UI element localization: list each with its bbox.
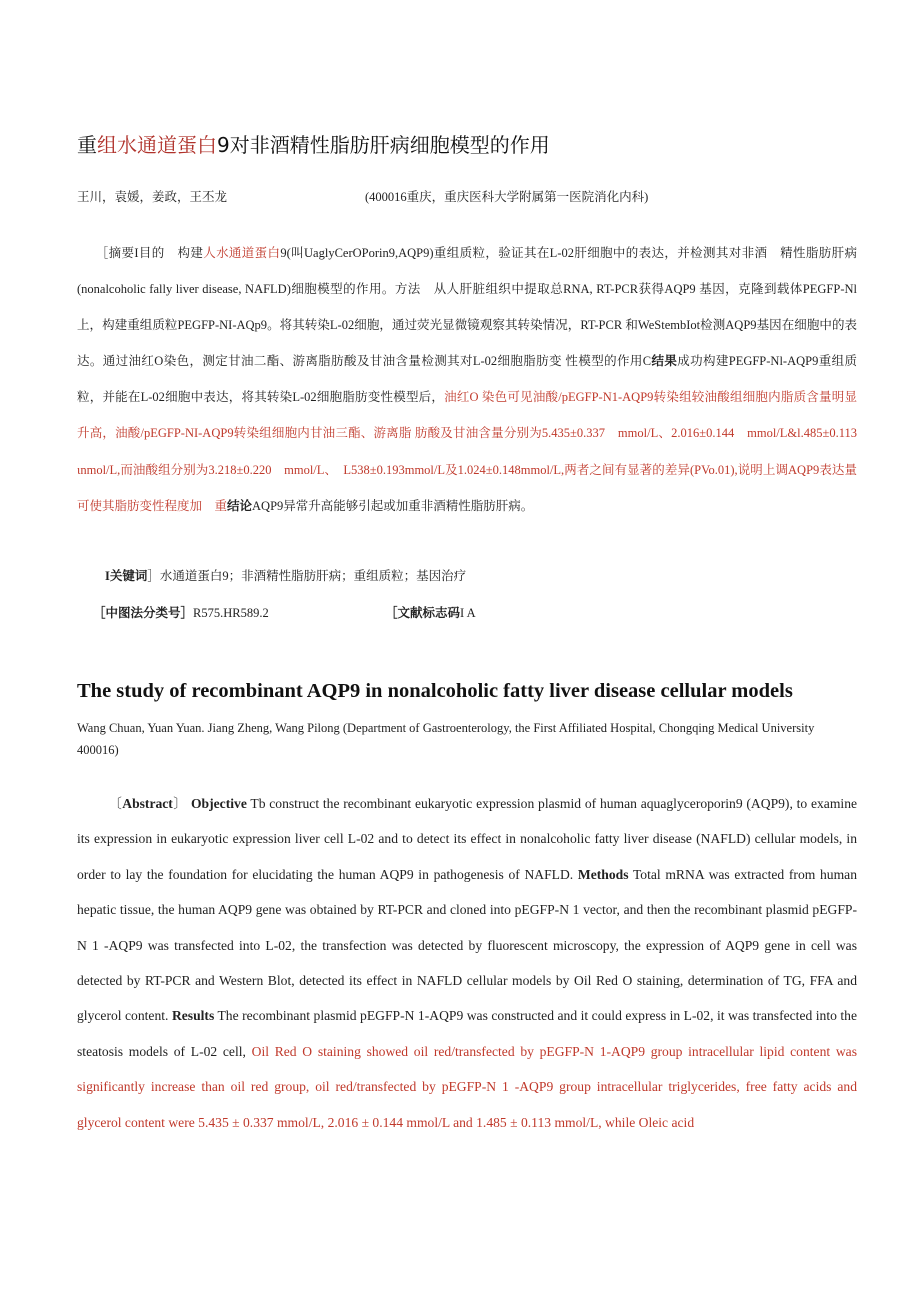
abstract-cn-conclusion-label: 结论 [227, 498, 253, 513]
abstract-cn-segment-2-red: 人水通道蛋白 [203, 246, 281, 260]
english-abstract [77, 786, 857, 1140]
chinese-authors: 王川，袁媛，姜政，王丕龙 [77, 190, 228, 204]
abstract-en-results: The recombinant plasmid pEGFP-N 1-AQP9 was constructed and it could express in L-02, it was transfected into the steatosis models of L-02 cell, [77, 1008, 858, 1059]
abstract-en-methods: Total mRNA was extracted from human hepatic tissue, the human AQP9 gene was obtained by RT-PCR and cloned into pEGFP-N 1 vector, and then the recombinant plasmid pEGFP-N 1 -AQP9 was transfected into L-02, the transfection was detected by fluorescent microscopy, the expression of AQP9 gene in cell was detected by RT-PCR and Western Blot, detected its effect in NAFLD cellular models by Oil Red O staining, determination of TG, FFA and glycerol content. [77, 866, 857, 1024]
abstract-en-objective-label: Objective [190, 796, 247, 811]
abstract-cn-segment-3: 9(叫UaglyCerOPorin9,AQP9)重组质粒，验证其在L-02肝细胞中的表达，并检测其对非酒 精性脂肪肝病(nonalcoholic fally liver disease, NAFLD)细胞模型的作用。方法 从人肝脏组织中提取总RNA, RT-PCR获得AQP9 基因，克隆到载体PEGFP-Nl上，构建重组质粒PEGFP-NI-AQp9。将其转染L-02细胞，通过荧光显微镜观察其转染情况，RT-PCR 和WeStembIot检测AQP9基因在细胞中的表达。通过油红O染色，测定甘油二酯、游离脂肪酸及甘油含量检测其对L-02细胞脂肪变 性模型的作用C [77, 246, 857, 369]
abstract-en-close-bracket: 〕 [172, 796, 188, 811]
abstract-cn-segment-6-red: 油红O 染色可见油酸/pEGFP-N1-AQP9转染组较油酸组细胞内脂质含量明显升高，油酸/pEGFP-NI-AQP9转染组细胞内甘油三酯、游离脂 肪酸及甘油含量分别为5.435±0.337 mmol/L、2.016±0.144 mmol/L&l.485±0.113 ιnmol/L,而油酸组分别为3.218±0.220 mmol/L、 L538±0.193mmol/L及1.024±0.148mmol/L,两者之间有显著的差异(PVo.01),说明上调AQP9表达量可使其脂肪变性程度加 重 [77, 390, 870, 513]
doc-code-value: I A [460, 606, 476, 620]
title-cn-part-1: 重 [77, 133, 97, 157]
keywords-cn-text: ］水通道蛋白9；非酒精性脂肪肝病；重组质粒；基因治疗 [147, 569, 467, 583]
abstract-cn-segment-1: ［摘要I目的 构建 [95, 246, 204, 260]
abstract-en-results-red: Oil Red O staining showed oil red/transfected by pEGFP-N 1-AQP9 group intracellular lipid content was significantly increase than oil red group, oil red/transfected by pEGFP-N 1 -AQP9 group intracellular triglycerides, free fatty acids and glycerol content were 5.435 ± 0.337 mmol/L, 2.016 ± 0.144 mmol/L and 1.485 ± 0.113 mmol/L, while Oleic acid [77, 1043, 857, 1130]
abstract-en-results-label: Results [171, 1008, 215, 1024]
title-cn-part-3: 9对非酒精性脂肪肝病细胞模型的作用 [217, 133, 550, 157]
english-title: The study of recombinant AQP9 in nonalcoholic fatty liver disease cellular models [77, 680, 793, 702]
clc-value: R575.HR589.2 [193, 606, 269, 620]
keywords-cn-label: I关键词 [105, 569, 148, 583]
abstract-cn-segment-8: AQP9异常升高能够引起或加重非酒精性脂肪肝病。 [252, 498, 534, 513]
clc-label: ［中图法分类号］ [93, 606, 194, 620]
chinese-keywords [105, 566, 466, 584]
abstract-en-methods-label: Methods [577, 866, 629, 882]
chinese-abstract [77, 235, 870, 524]
chinese-affiliation: (400016重庆，重庆医科大学附属第一医院消化内科) [365, 190, 649, 204]
doc-code-label: ［文献标志码 [385, 606, 461, 620]
abstract-en-label: Abstract [122, 796, 173, 811]
abstract-cn-results-label: 结果 [651, 354, 678, 369]
chinese-title [77, 129, 877, 158]
document-code [385, 603, 476, 621]
title-cn-part-2-highlighted: 组水通道蛋白 [97, 133, 217, 157]
abstract-cn-segment-5: 成功构建PEGFP-Nl-AQP9重组质粒，并能在L-02细胞中表达，将其转染L-02细胞脂肪变性模型后， [77, 354, 857, 405]
abstract-en-open-bracket: 〔 [108, 796, 123, 811]
abstract-en-objective: Tb construct the recombinant eukaryotic expression plasmid of human aquaglyceroporin9 (AQP9), to examine its expression in eukaryotic expression liver cell L-02 and to detect its effect in nonalcoholic fatty liver disease (NAFLD) cellular models, in order to lay the foundation for elucidating the human AQP9 in pathogenesis of NAFLD. [77, 796, 858, 882]
clc-number [93, 603, 269, 621]
english-authors: Wang Chuan, Yuan Yuan. Jiang Zheng, Wang Pilong (Department of Gastroenterology, the First Affiliated Hospital, Chongqing Medical University 400016) [77, 721, 815, 757]
